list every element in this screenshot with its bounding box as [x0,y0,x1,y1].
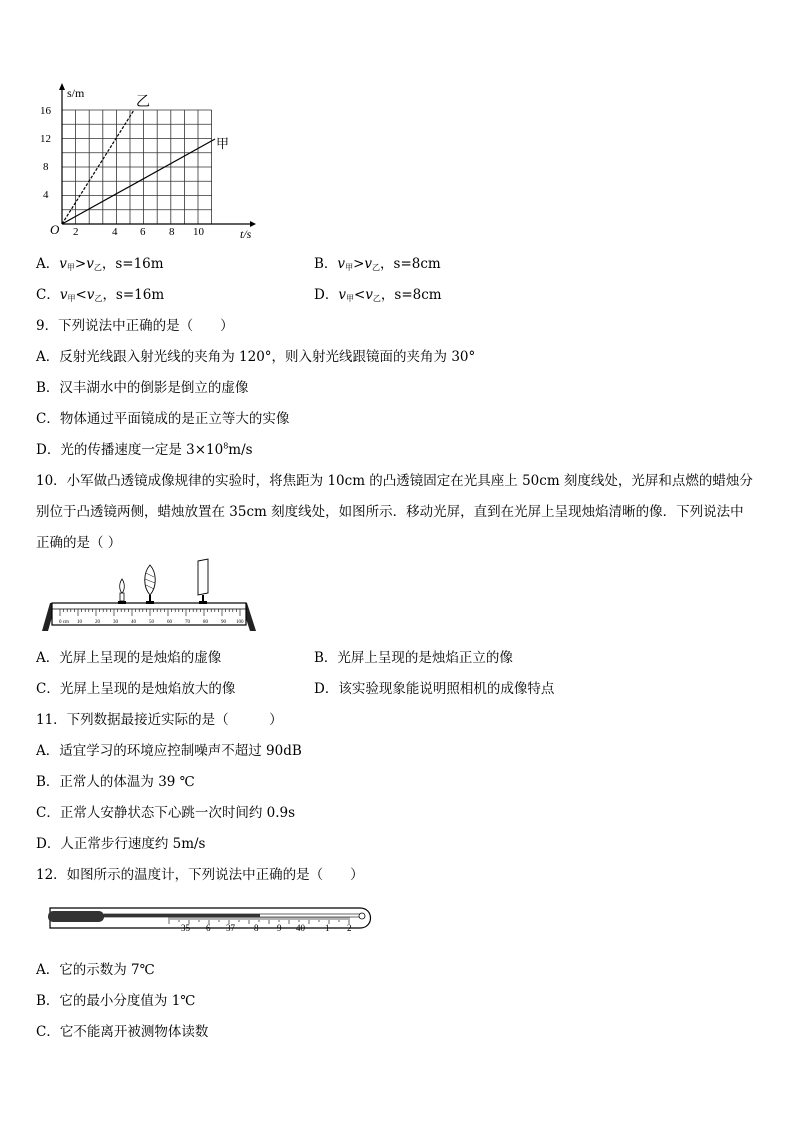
x-tick: 4 [112,226,118,238]
origin-label: O [50,222,60,237]
option-11c[interactable]: C．正常人安静状态下心跳一次时间约 0.9s [36,805,296,821]
line-yi-label: 乙 [136,95,150,110]
option-12c[interactable]: C．它不能离开被测物体读数 [36,1024,209,1040]
scale-label: 2 [347,923,352,933]
option-9d[interactable]: D．光的传播速度一定是 $3\times 10^8m/s$ [36,441,253,458]
option-8c[interactable]: C．$v_甲<v_乙$，s=16m [36,287,165,303]
mercury-column [104,914,260,917]
y-tick: 8 [43,161,49,173]
q10-stem-line3: 正确的是（ ） [36,535,122,551]
ruler-label: 80 [203,620,208,625]
ruler-label: 100 [236,620,244,625]
y-axis-arrow [59,83,65,90]
ruler-label: 60 [167,620,172,625]
option-10d[interactable]: D．该实验现象能说明照相机的成像特点 [314,681,555,697]
option-10b[interactable]: B．光屏上呈现的是烛焰正立的像 [314,650,513,666]
option-8a[interactable]: A．$v_甲>v_乙$，s=16m [36,256,164,272]
x-tick: 2 [73,226,79,238]
x-tick: 10 [193,226,204,238]
option-9b[interactable]: B．汉丰湖水中的倒影是倒立的虚像 [36,380,249,396]
scale-label: 40 [296,923,305,933]
q10-stem-line2: 别位于凸透镜两侧，蜡烛放置在 35cm 刻度线处，如图所示．移动光屏，直到在光屏上呈现烛焰清晰的像．下列说法中 [36,504,744,520]
thermometer-figure [44,900,378,936]
y-tick: 4 [43,189,49,201]
scale-label: 6 [206,923,211,933]
option-8d[interactable]: D．$v_甲<v_乙$，s=8cm [314,287,442,303]
option-11b[interactable]: B．正常人的体温为 39 ℃ [36,774,195,790]
scale-label: 9 [277,923,282,933]
ruler-label: 90 [221,620,226,625]
q10-stem-line1: 10．小军做凸透镜成像规律的实验时，将焦距为 10cm 的凸透镜固定在光具座上 50cm 刻度线处，光屏和点燃的蜡烛分 [36,473,753,489]
ruler-label: 30 [113,620,118,625]
option-9c[interactable]: C．物体通过平面镜成的是正立等大的实像 [36,411,290,427]
x-tick: 6 [140,226,146,238]
option-12a[interactable]: A．它的示数为 7℃ [36,962,155,978]
option-11d[interactable]: D．人正常步行速度约 5m/s [36,836,206,852]
ruler-label: 70 [185,620,190,625]
ruler-label: 50 [149,620,154,625]
ruler-label: 10 [77,620,82,625]
option-11a[interactable]: A．适宜学习的环境应控制噪声不超过 90dB [36,743,302,759]
option-12b[interactable]: B．它的最小分度值为 1℃ [36,993,196,1009]
y-tick: 12 [40,133,51,145]
convex-lens-icon [145,565,156,604]
option-10a[interactable]: A．光屏上呈现的是烛焰的虚像 [36,650,222,666]
q11-stem: 11．下列数据最接近实际的是（ ） [36,712,283,728]
option-8b[interactable]: B．$v_甲>v_乙$，s=8cm [314,256,441,272]
y-axis-label: s/m [67,86,85,100]
graph-grid [62,110,212,224]
ruler-label: 0 cm [59,620,69,625]
scale-label: 8 [254,923,259,933]
thermometer-bulb [48,911,104,922]
option-10c[interactable]: C．光屏上呈现的是烛焰放大的像 [36,681,236,697]
ruler-label: 20 [95,620,100,625]
candle-icon [118,579,126,604]
q9-stem: 9．下列说法中正确的是（ ） [36,318,234,334]
y-tick: 16 [40,105,51,117]
q12-stem: 12．如图所示的温度计，下列说法中正确的是（ ） [36,867,364,883]
ruler-label: 40 [131,620,136,625]
s-t-graph [40,82,270,244]
scale-label: 1 [325,923,330,933]
light-screen-icon [198,559,208,604]
scale-label: 37 [226,923,235,933]
optical-bench-figure [40,557,262,633]
x-tick: 8 [169,226,175,238]
scale-label: 35 [181,923,190,933]
option-9a[interactable]: A．反射光线跟入射光线的夹角为 120°，则入射光线跟镜面的夹角为 30° [36,349,476,365]
x-axis-label: t/s [240,227,252,241]
line-jia-label: 甲 [216,136,230,151]
